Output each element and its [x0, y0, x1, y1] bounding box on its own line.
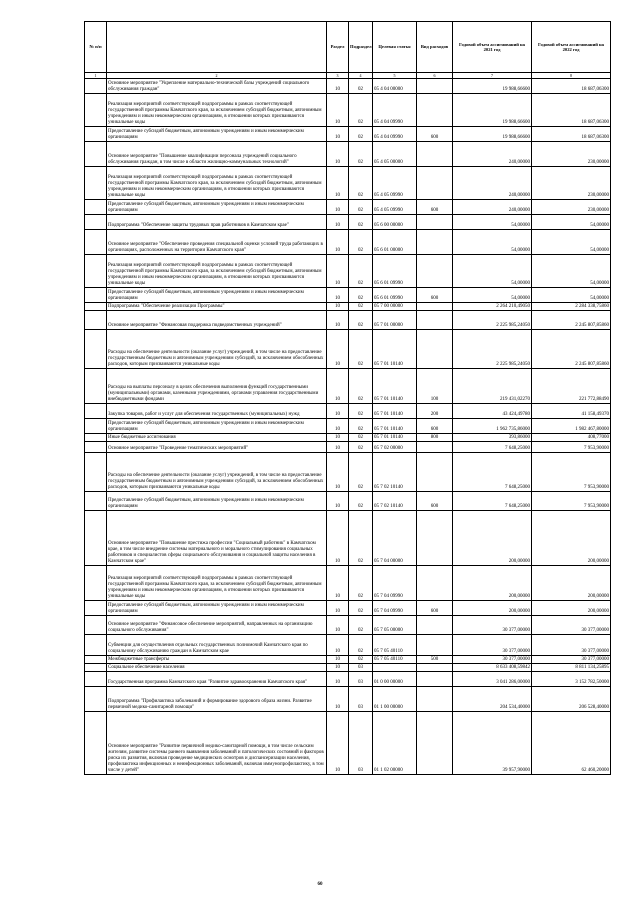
table-row: [85, 419, 611, 434]
header-target-article: Целевая статья: [373, 22, 417, 73]
row-expense-type-cell: 600: [417, 288, 453, 303]
row-subsection-cell: 02: [349, 127, 373, 142]
row-subsection-cell: 02: [349, 303, 373, 311]
header-volume-2022: Годовой объем ассигнований на 2022 год: [532, 22, 611, 73]
row-target-article-cell: 05 7 01 10140: [373, 369, 417, 404]
table-row: [85, 311, 611, 330]
row-section-cell: 10: [327, 94, 349, 127]
row-expense-type-cell: 100: [417, 369, 453, 404]
row-volume-2022-cell: 18 687,06300: [532, 94, 611, 127]
row-volume-2022-cell: 41 158,49370: [532, 404, 611, 419]
row-section-cell: 10: [327, 566, 349, 601]
row-subsection-cell: 02: [349, 442, 373, 453]
row-target-article-cell: 05 7 02 10140: [373, 453, 417, 492]
row-volume-2022-cell: 408,77000: [532, 434, 611, 442]
row-expense-type-cell: [417, 215, 453, 230]
column-number: 1: [85, 73, 107, 79]
row-volume-2022-cell: 3 152 782,50000: [532, 672, 611, 687]
row-number-cell: [85, 127, 107, 142]
row-name-cell: Основное мероприятие "Укрепление материально-технической базы учреждений социального обслуживания граждан": [107, 79, 327, 94]
row-volume-2021-cell: 393,86000: [453, 434, 532, 442]
row-name-cell: Государственная программа Камчатского края "Развитие здравоохранения Камчатского края": [107, 672, 327, 687]
row-name-cell: Основное мероприятие "Развитие первичной медико-санитарной помощи, в том числе сельским жителям, развитие системы раннего выявления заболеваний и патологических состояний и факторов риска их развития, включая проведение медицинских осмотров и диспансеризации населения, профилактика инфекционных и неинфекционных заболеваний, включая иммунопрофилактику, в том числе у детей": [107, 712, 327, 775]
row-expense-type-cell: [417, 672, 453, 687]
row-volume-2022-cell: 221 772,88490: [532, 369, 611, 404]
row-subsection-cell: 02: [349, 369, 373, 404]
row-expense-type-cell: 500: [417, 656, 453, 664]
row-volume-2022-cell: 54,00000: [532, 288, 611, 303]
row-volume-2022-cell: 54,00000: [532, 215, 611, 230]
row-subsection-cell: 02: [349, 404, 373, 419]
row-section-cell: 10: [327, 656, 349, 664]
row-target-article-cell: 05 7 05 40110: [373, 656, 417, 664]
row-name-cell: Предоставление субсидий бюджетным, автономным учреждениям и иным некоммерческим организациям: [107, 200, 327, 215]
row-number-cell: [85, 330, 107, 369]
column-number: 2: [107, 73, 327, 79]
table-row: [85, 127, 611, 142]
row-subsection-cell: 02: [349, 635, 373, 656]
row-volume-2022-cell: 7 953,90000: [532, 453, 611, 492]
table-row: [85, 79, 611, 94]
row-volume-2021-cell: 1 962 735,86000: [453, 419, 532, 434]
row-target-article-cell: 05 7 04 09990: [373, 566, 417, 601]
row-expense-type-cell: [417, 712, 453, 775]
table-row: [85, 453, 611, 492]
row-target-article-cell: 05 7 01 10140: [373, 419, 417, 434]
table-row: [85, 200, 611, 215]
row-subsection-cell: 02: [349, 94, 373, 127]
table-row: [85, 635, 611, 656]
row-volume-2021-cell: 204 534,40000: [453, 687, 532, 712]
row-number-cell: [85, 511, 107, 566]
row-subsection-cell: 02: [349, 167, 373, 200]
row-target-article-cell: [373, 664, 417, 672]
row-expense-type-cell: [417, 230, 453, 255]
row-volume-2021-cell: 240,00000: [453, 167, 532, 200]
table-row: [85, 142, 611, 167]
column-number: 5: [373, 73, 417, 79]
row-name-cell: Основное мероприятие "Финансовое обеспечение мероприятий, направленных на организацию социального обслуживания": [107, 616, 327, 635]
row-name-cell: Подпрограмма "Обеспечение реализации Программы": [107, 303, 327, 311]
row-name-cell: Основное мероприятие "Повышение квалификации персонала учреждений социального обслуживания граждан, в том числе в области жилищно-коммунальных технологий": [107, 142, 327, 167]
row-section-cell: 10: [327, 404, 349, 419]
row-volume-2022-cell: 18 687,06300: [532, 127, 611, 142]
row-name-cell: Реализация мероприятий соответствующей подпрограммы в рамках соответствующей государственной программы Камчатского края, за исключением субсидий бюджетным, автономным учреждениям и иным некоммерческим организациям, в отношении которых присваиваются уникальные коды: [107, 167, 327, 200]
row-volume-2021-cell: 39 957,90000: [453, 712, 532, 775]
table-row: [85, 566, 611, 601]
row-subsection-cell: 02: [349, 492, 373, 511]
row-subsection-cell: 03: [349, 687, 373, 712]
row-volume-2022-cell: 230,00000: [532, 167, 611, 200]
row-volume-2022-cell: 2 245 807,85860: [532, 311, 611, 330]
row-subsection-cell: 02: [349, 215, 373, 230]
row-volume-2021-cell: 54,00000: [453, 215, 532, 230]
row-volume-2021-cell: 30 377,00000: [453, 635, 532, 656]
row-name-cell: Расходы на обеспечение деятельности (оказание услуг) учреждений, в том числе на предоставление государственным бюджетным и автономным учреждениям субсидий, за исключением обособленных расходов, которым присваиваются уникальные коды: [107, 453, 327, 492]
row-volume-2022-cell: 30 377,00000: [532, 635, 611, 656]
row-expense-type-cell: [417, 664, 453, 672]
row-target-article-cell: 05 7 04 00000: [373, 511, 417, 566]
row-volume-2021-cell: 219 431,02270: [453, 369, 532, 404]
table-row: [85, 434, 611, 442]
row-target-article-cell: 05 4 05 00000: [373, 142, 417, 167]
row-section-cell: 10: [327, 434, 349, 442]
row-section-cell: 10: [327, 288, 349, 303]
row-number-cell: [85, 453, 107, 492]
row-volume-2021-cell: 7 648,25000: [453, 453, 532, 492]
row-volume-2022-cell: 7 953,90000: [532, 492, 611, 511]
row-section-cell: 10: [327, 142, 349, 167]
row-target-article-cell: 05 4 04 00000: [373, 79, 417, 94]
row-number-cell: [85, 566, 107, 601]
row-volume-2021-cell: 7 648,25000: [453, 492, 532, 511]
row-name-cell: Основное мероприятие "Обеспечение проведения специальной оценки условий труда работающих в организациях, расположенных на территории Камчатского края": [107, 230, 327, 255]
row-expense-type-cell: 800: [417, 434, 453, 442]
table-row: [85, 656, 611, 664]
column-number: 6: [417, 73, 453, 79]
row-section-cell: 10: [327, 601, 349, 616]
row-expense-type-cell: [417, 616, 453, 635]
row-expense-type-cell: [417, 442, 453, 453]
row-subsection-cell: 02: [349, 453, 373, 492]
table-row: [85, 601, 611, 616]
row-volume-2022-cell: 2 245 807,85860: [532, 330, 611, 369]
row-volume-2022-cell: 206 528,40000: [532, 687, 611, 712]
row-target-article-cell: 05 7 00 00000: [373, 303, 417, 311]
row-volume-2021-cell: 240,00000: [453, 142, 532, 167]
row-number-cell: [85, 616, 107, 635]
table-row: [85, 215, 611, 230]
row-target-article-cell: 05 4 04 09990: [373, 127, 417, 142]
row-name-cell: Основное мероприятие "Проведение тематических мероприятий": [107, 442, 327, 453]
row-name-cell: Подпрограмма "Профилактика заболеваний и формирование здорового образа жизни. Развитие первичной медико-санитарной помощи": [107, 687, 327, 712]
row-volume-2021-cell: 54,00000: [453, 288, 532, 303]
table-row: [85, 369, 611, 404]
row-volume-2022-cell: 54,00000: [532, 230, 611, 255]
row-target-article-cell: 01 1 02 00000: [373, 712, 417, 775]
row-volume-2021-cell: 200,00000: [453, 511, 532, 566]
row-name-cell: Предоставление субсидий бюджетным, автономным учреждениям и иным некоммерческим организациям: [107, 419, 327, 434]
header-volume-2021: Годовой объем ассигнований на 2021 год: [453, 22, 532, 73]
row-target-article-cell: 05 4 05 09990: [373, 167, 417, 200]
row-section-cell: 10: [327, 167, 349, 200]
row-number-cell: [85, 404, 107, 419]
table-row: [85, 687, 611, 712]
row-subsection-cell: 03: [349, 672, 373, 687]
row-subsection-cell: 02: [349, 230, 373, 255]
row-name-cell: Основное мероприятие "Финансовая поддержка подведомственных учреждений": [107, 311, 327, 330]
row-number-cell: [85, 635, 107, 656]
row-volume-2022-cell: 8 811 134,25895: [532, 664, 611, 672]
row-target-article-cell: 05 7 02 10140: [373, 492, 417, 511]
row-volume-2022-cell: 54,00000: [532, 255, 611, 288]
row-volume-2022-cell: 30 377,00000: [532, 656, 611, 664]
row-volume-2022-cell: 230,00000: [532, 142, 611, 167]
row-volume-2022-cell: 18 687,06300: [532, 79, 611, 94]
header-name: [107, 22, 327, 73]
row-name-cell: Основное мероприятие "Повышение престижа профессии "Социальный работник" в Камчатском крае, в том числе внедрение системы материального и морального стимулирования социальных работников и специалистов сферы социального обслуживания и социальной защиты населения в Камчатском крае": [107, 511, 327, 566]
row-number-cell: [85, 601, 107, 616]
table-row: [85, 303, 611, 311]
row-number-cell: [85, 255, 107, 288]
column-number: 7: [453, 73, 532, 79]
row-expense-type-cell: [417, 79, 453, 94]
row-subsection-cell: 02: [349, 656, 373, 664]
row-name-cell: Межбюджетные трансферты: [107, 656, 327, 664]
page-number: 60: [317, 882, 323, 887]
row-name-cell: Реализация мероприятий соответствующей подпрограммы в рамках соответствующей государственной программы Камчатского края, за исключением субсидий бюджетным, автономным учреждениям и иным некоммерческим организациям, в отношении которых присваиваются уникальные коды: [107, 94, 327, 127]
row-section-cell: 10: [327, 442, 349, 453]
row-target-article-cell: 05 7 01 10140: [373, 404, 417, 419]
row-target-article-cell: 05 7 01 10140: [373, 434, 417, 442]
row-volume-2022-cell: 1 982 467,80000: [532, 419, 611, 434]
row-volume-2021-cell: 200,00000: [453, 566, 532, 601]
row-subsection-cell: 02: [349, 601, 373, 616]
row-number-cell: [85, 369, 107, 404]
row-name-cell: Иные бюджетные ассигнования: [107, 434, 327, 442]
column-number: 4: [349, 73, 373, 79]
row-number-cell: [85, 200, 107, 215]
row-volume-2021-cell: 200,00000: [453, 601, 532, 616]
row-section-cell: 10: [327, 369, 349, 404]
header-expense-type: Вид расходов: [417, 22, 453, 73]
row-name-cell: Расходы на выплаты персоналу в целях обеспечения выполнения функций государственными (муниципальными) органами, казенными учреждениями, органами управления государственными внебюджетными фондами: [107, 369, 327, 404]
row-section-cell: 10: [327, 215, 349, 230]
table-row: [85, 255, 611, 288]
row-volume-2021-cell: 240,00000: [453, 200, 532, 215]
row-expense-type-cell: [417, 311, 453, 330]
row-volume-2021-cell: 19 988,66600: [453, 127, 532, 142]
row-number-cell: [85, 434, 107, 442]
row-name-cell: Подпрограмма "Обеспечение защиты трудовых прав работников в Камчатском крае": [107, 215, 327, 230]
row-number-cell: [85, 492, 107, 511]
table-row: [85, 404, 611, 419]
row-expense-type-cell: [417, 142, 453, 167]
row-section-cell: 10: [327, 79, 349, 94]
row-number-cell: [85, 419, 107, 434]
row-section-cell: 10: [327, 200, 349, 215]
row-expense-type-cell: [417, 167, 453, 200]
row-expense-type-cell: [417, 255, 453, 288]
table-row: [85, 712, 611, 775]
table-row: [85, 230, 611, 255]
row-section-cell: 10: [327, 230, 349, 255]
row-volume-2021-cell: 7 648,25000: [453, 442, 532, 453]
row-section-cell: 10: [327, 492, 349, 511]
budget-table-container: [84, 21, 610, 775]
row-expense-type-cell: 600: [417, 200, 453, 215]
row-volume-2021-cell: 54,00000: [453, 230, 532, 255]
row-volume-2021-cell: 3 041 286,00000: [453, 672, 532, 687]
row-expense-type-cell: 600: [417, 419, 453, 434]
row-section-cell: 10: [327, 672, 349, 687]
row-section-cell: 10: [327, 311, 349, 330]
row-expense-type-cell: 600: [417, 492, 453, 511]
row-volume-2021-cell: 8 633 408,59842: [453, 664, 532, 672]
row-section-cell: 10: [327, 127, 349, 142]
column-number: 8: [532, 73, 611, 79]
row-volume-2021-cell: 2 225 985,24050: [453, 330, 532, 369]
row-volume-2022-cell: 200,00000: [532, 566, 611, 601]
row-target-article-cell: 05 7 05 00000: [373, 616, 417, 635]
budget-table-body: [85, 79, 611, 775]
row-target-article-cell: 01 1 00 00000: [373, 687, 417, 712]
row-subsection-cell: 02: [349, 330, 373, 369]
row-section-cell: 10: [327, 255, 349, 288]
table-row: [85, 94, 611, 127]
row-name-cell: Реализация мероприятий соответствующей подпрограммы в рамках соответствующей государственной программы Камчатского края, за исключением субсидий бюджетным, автономным учреждениям и иным некоммерческим организациям, в отношении которых присваиваются уникальные коды: [107, 255, 327, 288]
row-subsection-cell: 02: [349, 511, 373, 566]
row-subsection-cell: 02: [349, 419, 373, 434]
row-number-cell: [85, 303, 107, 311]
row-number-cell: [85, 142, 107, 167]
row-subsection-cell: 02: [349, 200, 373, 215]
row-section-cell: 10: [327, 664, 349, 672]
row-volume-2022-cell: 7 953,90000: [532, 442, 611, 453]
row-subsection-cell: 03: [349, 712, 373, 775]
row-expense-type-cell: 600: [417, 127, 453, 142]
row-target-article-cell: 05 7 05 40110: [373, 635, 417, 656]
row-expense-type-cell: [417, 330, 453, 369]
header-subsection: Подраздел: [349, 22, 373, 73]
row-target-article-cell: 05 6 01 09990: [373, 255, 417, 288]
row-name-cell: Субвенции для осуществления отдельных государственных полномочий Камчатского края по социальному обслуживанию граждан в Камчатском крае: [107, 635, 327, 656]
row-section-cell: 10: [327, 330, 349, 369]
row-name-cell: Предоставление субсидий бюджетным, автономным учреждениям и иным некоммерческим организациям: [107, 492, 327, 511]
row-volume-2022-cell: 200,00000: [532, 511, 611, 566]
row-expense-type-cell: 600: [417, 601, 453, 616]
table-row: [85, 492, 611, 511]
row-subsection-cell: 02: [349, 255, 373, 288]
row-volume-2022-cell: 62 460,20000: [532, 712, 611, 775]
row-target-article-cell: 05 6 01 00000: [373, 230, 417, 255]
table-row: [85, 511, 611, 566]
row-volume-2021-cell: 43 424,49780: [453, 404, 532, 419]
row-subsection-cell: 02: [349, 616, 373, 635]
row-expense-type-cell: [417, 511, 453, 566]
row-target-article-cell: 05 4 04 09990: [373, 94, 417, 127]
row-volume-2021-cell: 19 988,66600: [453, 94, 532, 127]
row-name-cell: Закупка товаров, работ и услуг для обеспечения государственных (муниципальных) нужд: [107, 404, 327, 419]
row-number-cell: [85, 230, 107, 255]
row-subsection-cell: 02: [349, 566, 373, 601]
row-name-cell: Предоставление субсидий бюджетным, автономным учреждениям и иным некоммерческим организациям: [107, 288, 327, 303]
row-target-article-cell: 05 6 00 00000: [373, 215, 417, 230]
row-section-cell: 10: [327, 712, 349, 775]
row-volume-2021-cell: 54,00000: [453, 255, 532, 288]
row-subsection-cell: 02: [349, 311, 373, 330]
table-row: [85, 288, 611, 303]
row-number-cell: [85, 672, 107, 687]
row-subsection-cell: 02: [349, 142, 373, 167]
row-name-cell: Реализация мероприятий соответствующей подпрограммы в рамках соответствующей государственной программы Камчатского края, за исключением субсидий бюджетным, автономным учреждениям и иным некоммерческим организациям, в отношении которых присваиваются уникальные коды: [107, 566, 327, 601]
row-number-cell: [85, 167, 107, 200]
row-expense-type-cell: 200: [417, 404, 453, 419]
row-section-cell: 10: [327, 303, 349, 311]
row-name-cell: Расходы на обеспечение деятельности (оказание услуг) учреждений, в том числе на предоставление государственным бюджетным и автономным учреждениям субсидий, за исключением обособленных расходов, которым присваиваются уникальные коды: [107, 330, 327, 369]
header-section: Раздел: [327, 22, 349, 73]
row-target-article-cell: 05 7 04 09990: [373, 601, 417, 616]
row-volume-2021-cell: 30 377,00000: [453, 616, 532, 635]
row-target-article-cell: 05 4 05 09990: [373, 200, 417, 215]
row-subsection-cell: 02: [349, 288, 373, 303]
row-volume-2022-cell: 2 284 338,75860: [532, 303, 611, 311]
row-expense-type-cell: [417, 635, 453, 656]
row-number-cell: [85, 79, 107, 94]
table-row: [85, 330, 611, 369]
row-section-cell: 10: [327, 687, 349, 712]
table-row: [85, 672, 611, 687]
column-number: 3: [327, 73, 349, 79]
row-number-cell: [85, 311, 107, 330]
row-section-cell: 10: [327, 616, 349, 635]
row-volume-2022-cell: 30 377,00000: [532, 616, 611, 635]
row-expense-type-cell: [417, 453, 453, 492]
row-number-cell: [85, 656, 107, 664]
row-target-article-cell: 01 0 00 00000: [373, 672, 417, 687]
row-number-cell: [85, 215, 107, 230]
row-expense-type-cell: [417, 303, 453, 311]
row-expense-type-cell: [417, 566, 453, 601]
row-target-article-cell: 05 7 01 00000: [373, 311, 417, 330]
row-subsection-cell: 02: [349, 434, 373, 442]
table-row: [85, 167, 611, 200]
row-number-cell: [85, 442, 107, 453]
row-number-cell: [85, 664, 107, 672]
row-number-cell: [85, 712, 107, 775]
row-target-article-cell: 05 7 02 00000: [373, 442, 417, 453]
row-target-article-cell: 05 7 01 10140: [373, 330, 417, 369]
table-row: [85, 664, 611, 672]
row-target-article-cell: 05 6 01 09990: [373, 288, 417, 303]
header-number: № п/п: [85, 22, 107, 73]
row-section-cell: 10: [327, 635, 349, 656]
row-section-cell: 10: [327, 511, 349, 566]
row-name-cell: Предоставление субсидий бюджетным, автономным учреждениям и иным некоммерческим организациям: [107, 127, 327, 142]
table-row: [85, 442, 611, 453]
table-row: [85, 616, 611, 635]
row-name-cell: Социальное обеспечение населения: [107, 664, 327, 672]
row-volume-2021-cell: 19 988,66600: [453, 79, 532, 94]
row-section-cell: 10: [327, 453, 349, 492]
row-number-cell: [85, 94, 107, 127]
row-volume-2022-cell: 230,00000: [532, 200, 611, 215]
row-expense-type-cell: [417, 687, 453, 712]
row-number-cell: [85, 288, 107, 303]
budget-table: [84, 21, 611, 775]
row-volume-2021-cell: 2 264 210,49050: [453, 303, 532, 311]
row-expense-type-cell: [417, 94, 453, 127]
row-subsection-cell: 02: [349, 79, 373, 94]
row-subsection-cell: 03: [349, 664, 373, 672]
header-row: [85, 22, 611, 73]
row-volume-2022-cell: 200,00000: [532, 601, 611, 616]
row-number-cell: [85, 687, 107, 712]
row-section-cell: 10: [327, 419, 349, 434]
row-name-cell: Предоставление субсидий бюджетным, автономным учреждениям и иным некоммерческим организациям: [107, 601, 327, 616]
row-volume-2021-cell: 2 225 985,24050: [453, 311, 532, 330]
row-volume-2021-cell: 30 377,00000: [453, 656, 532, 664]
